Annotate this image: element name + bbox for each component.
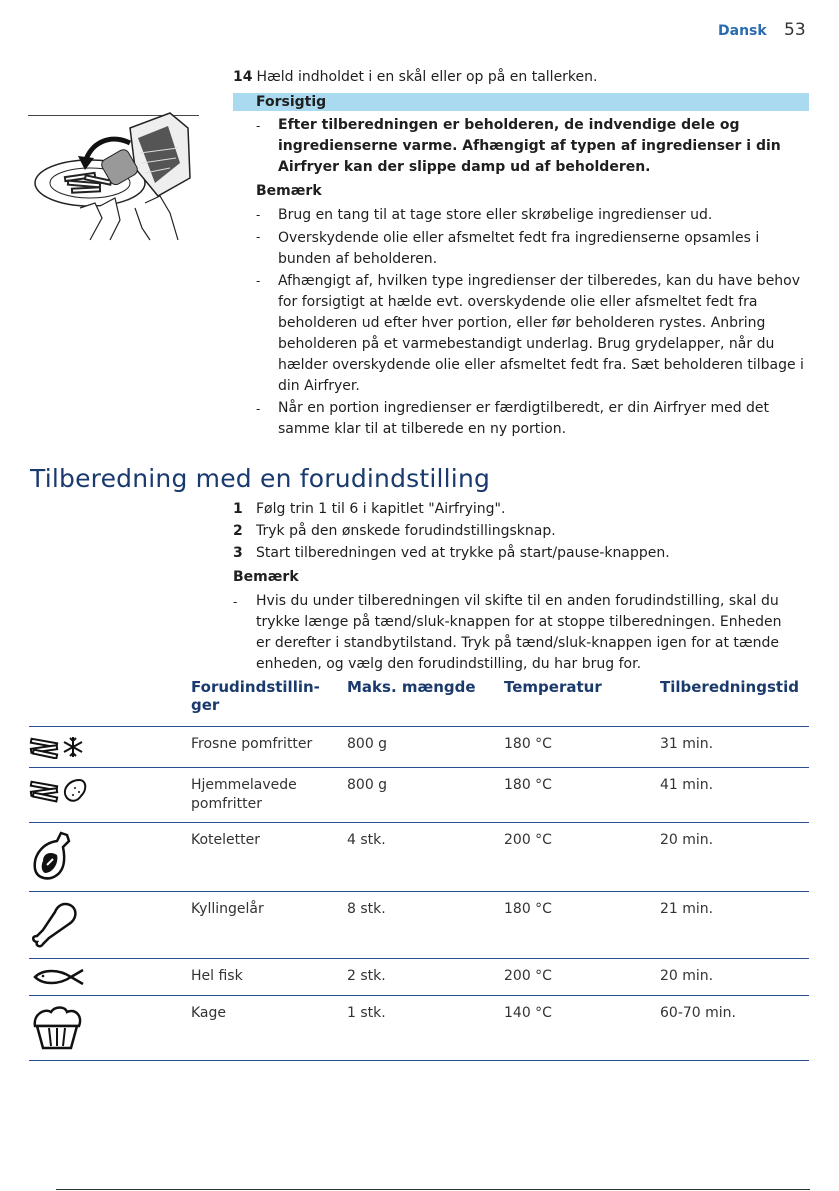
preset-name: Frosne pomfritter (191, 727, 347, 768)
bullet-dash: - (256, 230, 261, 244)
table-row (29, 892, 809, 959)
icon-cell (29, 768, 191, 823)
note-label: Bemærk (233, 569, 299, 585)
icon-cell (29, 892, 191, 959)
icon-cell (29, 959, 191, 996)
footer-rule (56, 1189, 810, 1190)
section-title: Tilberedning med en forudindstilling (30, 464, 491, 493)
preset-name: Hjemmelavede pomfritter (191, 768, 347, 823)
step-text: Hæld indholdet i en skål eller op på en tallerken. (256, 69, 598, 85)
preset-step-1 (233, 499, 505, 520)
preset-time: 31 min. (660, 727, 809, 768)
col-header-amount: Maks. mængde (347, 678, 476, 696)
icon-cell (29, 823, 191, 892)
table-row (29, 996, 809, 1061)
header-language: Dansk (718, 23, 767, 39)
preset-time: 21 min. (660, 892, 809, 959)
page-number: 53 (784, 20, 806, 40)
frozen-fries-icon (29, 735, 89, 759)
preset-amount: 800 g (347, 768, 504, 823)
note-item: Overskydende olie eller afsmeltet fedt fra ingredienserne opsamles i bunden af beholderen. (278, 230, 760, 267)
preset-temp: 180 °C (504, 768, 660, 823)
step-text: Tryk på den ønskede forudindstillingsknap. (256, 523, 556, 539)
preset-amount: 2 stk. (347, 959, 504, 996)
bullet-dash: - (256, 208, 261, 222)
preset-step-2 (233, 521, 556, 542)
preset-amount: 4 stk. (347, 823, 504, 892)
bullet-dash: - (256, 402, 261, 416)
chops-icon (29, 831, 73, 883)
bullet-dash: - (256, 274, 261, 288)
preset-time: 60-70 min. (660, 996, 809, 1061)
preset-name: Koteletter (191, 823, 347, 892)
col-header-preset: Forudindstillin-ger (191, 678, 320, 714)
preset-amount: 8 stk. (347, 892, 504, 959)
step-number: 2 (233, 523, 243, 539)
caution-label: Forsigtig (256, 94, 327, 110)
fish-icon (29, 967, 85, 987)
step-text: Følg trin 1 til 6 i kapitlet "Airfrying". (256, 501, 506, 517)
note-item: Afhængigt af, hvilken type ingredienser der tilberedes, kan du have behov for forsigtigt at hælde evt. overskydende olie eller afsmeltet fedt fra beholderen ud efter hver portion, eller før beholderen rystes. Anbring beholderen på et varmebestandigt underlag. Brug grydelapper, når du hælder overskydende olie eller afsmeltet fedt fra. Sæt beholderen tilbage i din Airfryer. (278, 273, 804, 394)
icon-cell (29, 996, 191, 1061)
bullet-dash: - (233, 595, 238, 609)
note-item: Når en portion ingredienser er færdigtilberedt, er din Airfryer med det samme klar til at tilberede en ny portion. (278, 400, 770, 437)
preset-name: Hel fisk (191, 959, 347, 996)
caution-item: Efter tilberedningen er beholderen, de indvendige dele og ingredienserne varme. Afhængigt af typen af ingredienser i din Airfryer kan der slippe damp ud af beholderen. (278, 117, 781, 175)
preset-time: 20 min. (660, 823, 809, 892)
step-number: 14 (233, 69, 253, 85)
preset-temp: 180 °C (504, 892, 660, 959)
preset-time: 41 min. (660, 768, 809, 823)
preset-temp: 200 °C (504, 959, 660, 996)
preset-name: Kyllingelår (191, 892, 347, 959)
preset-temp: 200 °C (504, 823, 660, 892)
icon-cell (29, 727, 191, 768)
note-label: Bemærk (256, 183, 322, 199)
preset-amount: 1 stk. (347, 996, 504, 1061)
table-row (29, 727, 809, 768)
table-row (29, 823, 809, 892)
preset-table (29, 678, 809, 1061)
step-text: Start tilberedningen ved at trykke på start/pause-knappen. (256, 545, 670, 561)
step-14 (233, 69, 597, 85)
preset-temp: 140 °C (504, 996, 660, 1061)
preset-time: 20 min. (660, 959, 809, 996)
table-row (29, 768, 809, 823)
preset-temp: 180 °C (504, 727, 660, 768)
icon-header (29, 678, 191, 727)
pour-basket-illustration (30, 108, 200, 243)
homemade-fries-icon (29, 776, 89, 806)
drumstick-icon (29, 900, 81, 948)
preset-amount: 800 g (347, 727, 504, 768)
col-header-time: Tilberedningstid (660, 678, 799, 696)
note-item: Brug en tang til at tage store eller skrøbelige ingredienser ud. (278, 207, 713, 223)
step-number: 3 (233, 545, 243, 561)
preset-name: Kage (191, 996, 347, 1061)
preset-step-3 (233, 543, 670, 564)
step-number: 1 (233, 501, 243, 517)
table-row (29, 959, 809, 996)
bullet-dash: - (256, 119, 261, 133)
cake-icon (29, 1004, 85, 1052)
note-item: Hvis du under tilberedningen vil skifte til en anden forudindstilling, skal du trykke længe på tænd/sluk-knappen for at stoppe tilberedningen. Enheden er derefter i standbytilstand. Tryk på tænd/sluk-knappen igen for at tænde enheden, og vælg den forudindstilling, du har brug for. (256, 593, 782, 672)
col-header-temp: Temperatur (504, 678, 602, 696)
